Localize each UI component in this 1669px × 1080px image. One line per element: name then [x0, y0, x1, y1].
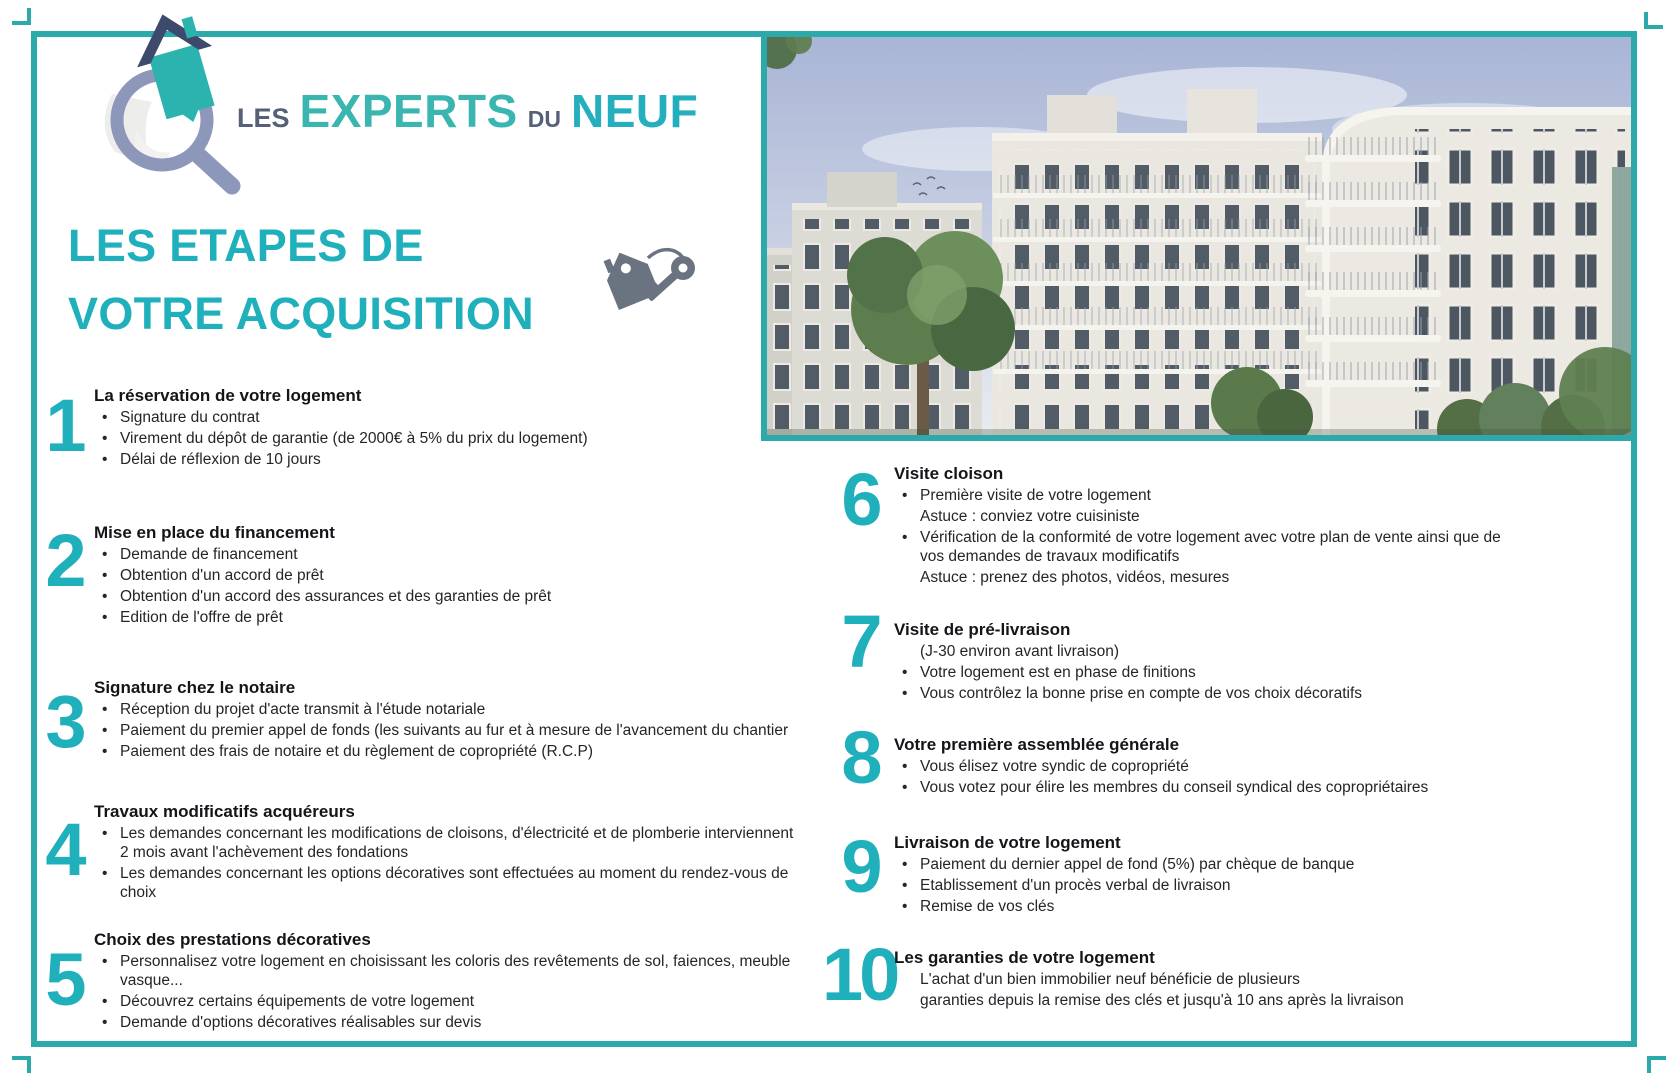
step-6-title: Visite cloison	[894, 464, 1004, 483]
step-bullet-item: • Délai de réflexion de 10 jours	[94, 450, 799, 469]
building-illustration	[767, 37, 1631, 435]
step-5-items	[94, 952, 799, 1032]
step-6-items	[894, 486, 1514, 587]
step-2	[40, 519, 799, 629]
step-5-title: Choix des prestations décoratives	[94, 930, 371, 949]
step-5-number: 5	[45, 938, 85, 1021]
step-bullet-item: • Signature du contrat	[94, 408, 799, 427]
step-bullet-item: • Réception du projet d'acte transmit à l'étude notariale	[94, 700, 799, 719]
page-title-line1: LES ETAPES DE	[68, 220, 424, 271]
step-bullet-item: • Virement du dépôt de garantie (de 2000€ à 5% du prix du logement)	[94, 429, 799, 448]
step-bullet-item: • Découvrez certains équipements de votre logement	[94, 992, 799, 1011]
corner-mark-top-right	[1644, 12, 1663, 29]
logo-wordmark	[237, 84, 698, 138]
step-bullet-item: • Paiement du dernier appel de fond (5%) par chèque de banque	[894, 855, 1514, 874]
step-note-line: Astuce : conviez votre cuisiniste	[920, 508, 1140, 525]
step-5	[40, 930, 799, 1034]
step-note-line: Astuce : prenez des photos, vidéos, mesures	[920, 569, 1230, 586]
step-8	[836, 716, 1514, 799]
step-9	[836, 825, 1514, 918]
logo-du: DU	[527, 106, 561, 132]
step-7-number: 7	[841, 600, 881, 683]
step-3-number: 3	[45, 680, 85, 763]
step-8-number: 8	[841, 716, 881, 799]
house-magnifier-icon	[84, 2, 246, 203]
step-7-items	[894, 642, 1514, 703]
corner-mark-top-left	[12, 8, 31, 25]
step-bullet-item: • Vous élisez votre syndic de copropriété	[894, 757, 1514, 776]
corner-mark-bottom-right	[1647, 1056, 1666, 1073]
step-note-line: garanties depuis la remise des clés et jusqu'à 10 ans après la livraison	[920, 992, 1404, 1009]
step-8-items	[894, 757, 1514, 797]
step-4-title: Travaux modificatifs acquéreurs	[94, 802, 355, 821]
step-bullet-item: • Edition de l'offre de prêt	[94, 608, 799, 627]
page-title	[68, 212, 534, 348]
step-bullet-item: • Demande d'options décoratives réalisables sur devis	[94, 1013, 799, 1032]
step-4-number: 4	[45, 808, 85, 891]
building-rendering-photo	[761, 31, 1637, 441]
step-9-items	[894, 855, 1514, 916]
step-bullet-item: • Obtention d'un accord de prêt	[94, 566, 799, 585]
step-bullet-item: • Vérification de la conformité de votre logement avec votre plan de vente ainsi que de vos demandes de travaux modificatifs	[894, 528, 1514, 566]
step-bullet-item: • Les demandes concernant les options décoratives sont effectuées au moment du rendez-vous de choix	[94, 864, 799, 902]
step-bullet-item: • Les demandes concernant les modifications de cloisons, d'électricité et de plomberie interviennent 2 mois avant l'achèvement des fondations	[94, 824, 799, 862]
step-3-items	[94, 700, 799, 761]
step-2-number: 2	[45, 519, 85, 602]
step-bullet-item: • Paiement des frais de notaire et du règlement de copropriété (R.C.P)	[94, 742, 799, 761]
step-10-title: Les garanties de votre logement	[894, 948, 1155, 967]
step-note-line: L'achat d'un bien immobilier neuf bénéficie de plusieurs	[920, 971, 1300, 988]
logo-neuf: NEUF	[570, 85, 699, 137]
step-7	[836, 600, 1514, 705]
step-4-items	[94, 824, 799, 902]
step-note-line: (J-30 environ avant livraison)	[920, 643, 1120, 660]
step-bullet-item: • Vous votez pour élire les membres du conseil syndical des copropriétaires	[894, 778, 1514, 797]
step-1-number: 1	[45, 384, 85, 467]
step-8-title: Votre première assemblée générale	[894, 735, 1180, 754]
logo-les: LES	[237, 103, 290, 133]
step-1-items	[94, 408, 799, 469]
step-10	[822, 933, 1514, 1016]
step-bullet-item: • Personnalisez votre logement en choisissant les coloris des revêtements de sol, faiences, meuble vasque...	[94, 952, 799, 990]
step-bullet-item: • Demande de financement	[94, 545, 799, 564]
step-bullet-item: • Votre logement est en phase de finitions	[894, 663, 1514, 682]
step-7-title: Visite de pré-livraison	[894, 620, 1071, 639]
house-keys-icon	[598, 240, 698, 327]
step-bullet-item: • Vous contrôlez la bonne prise en compte de vos choix décoratifs	[894, 684, 1514, 703]
step-2-title: Mise en place du financement	[94, 523, 335, 542]
step-6-number: 6	[841, 458, 881, 541]
step-10-items	[894, 970, 1514, 1010]
step-bullet-item: • Etablissement d'un procès verbal de livraison	[894, 876, 1514, 895]
step-bullet-item: • Obtention d'un accord des assurances et des garanties de prêt	[94, 587, 799, 606]
step-1	[40, 386, 799, 471]
step-1-title: La réservation de votre logement	[94, 386, 362, 405]
step-3-title: Signature chez le notaire	[94, 678, 296, 697]
step-9-title: Livraison de votre logement	[894, 833, 1121, 852]
step-9-number: 9	[841, 825, 881, 908]
step-6	[836, 458, 1514, 589]
corner-mark-bottom-left	[12, 1056, 31, 1073]
step-4	[40, 802, 799, 904]
step-3	[40, 678, 799, 763]
logo-experts: EXPERTS	[299, 85, 518, 137]
page-title-line2: VOTRE ACQUISITION	[68, 288, 534, 339]
step-2-items	[94, 545, 799, 627]
step-bullet-item: • Paiement du premier appel de fonds (les suivants au fur et à mesure de l'avancement du chantier	[94, 721, 799, 740]
step-bullet-item: • Remise de vos clés	[894, 897, 1514, 916]
step-bullet-item: • Première visite de votre logement	[894, 486, 1514, 505]
step-10-number: 10	[822, 933, 897, 1016]
